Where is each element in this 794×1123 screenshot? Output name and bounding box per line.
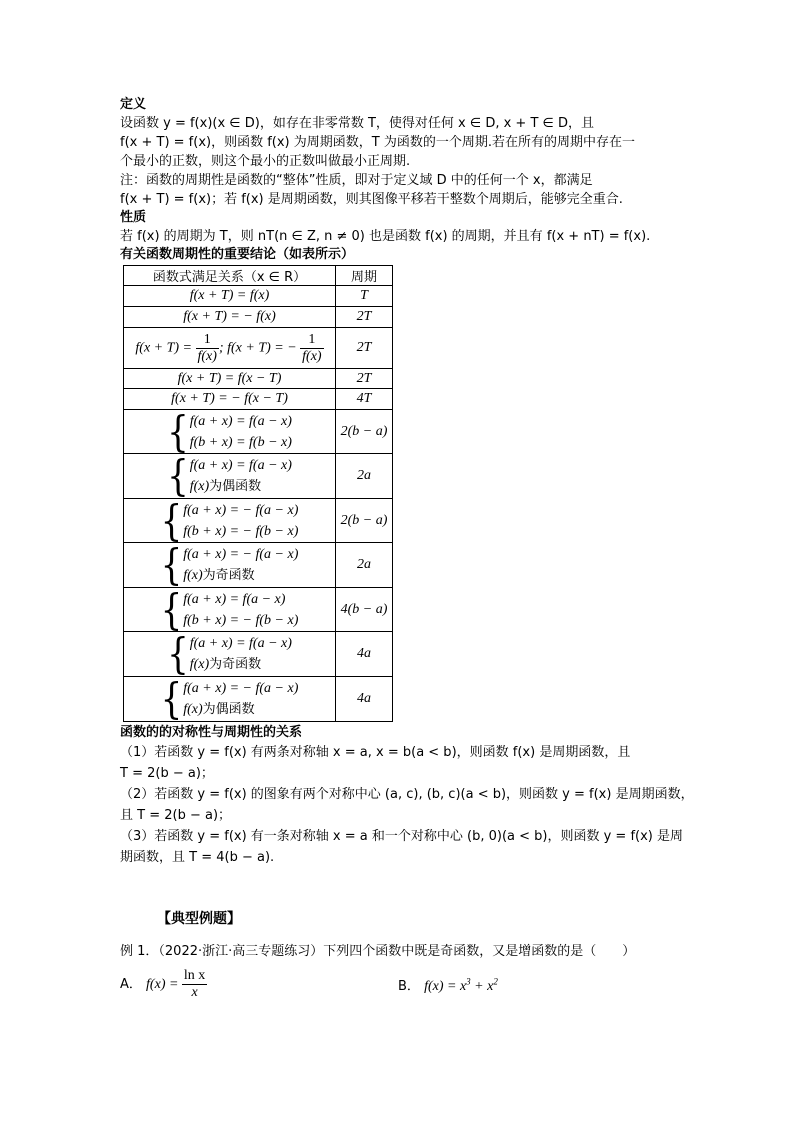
system-line-1: f(a + x) = f(a − x) [183,591,286,607]
system-line-1: f(a + x) = f(a − x) [189,458,292,473]
left-brace: { [167,451,189,501]
table-heading: 有关函数周期性的重要结论（如表所示） [120,247,355,262]
option-a-numerator: ln x [183,968,206,983]
system-line-1: f(a + x) = − f(a − x) [183,502,299,518]
relation-cell [124,406,336,457]
header-relation: 函数式满足关系（x ∈ R） [124,266,336,286]
header-period: 周期 [336,266,393,286]
option-a-lhs: f(x) = [146,977,182,992]
period-cell: 2a [336,454,393,499]
period-cell: 2(b − a) [336,410,393,454]
definition-line-3: 个最小的正数，则这个最小的正数叫做最小正周期. [120,154,411,169]
table-row [124,369,393,389]
symmetry-heading: 函数的的对称性与周期性的关系 [120,725,303,740]
left-brace: { [167,629,189,679]
left-brace: { [167,406,189,457]
fraction [300,332,323,365]
example-question: 例 1．（2022·浙江·高三专题练习）下列四个函数中既是奇函数，又是增函数的是（ ） [120,944,636,959]
relation-cell: f(x + T) = f(x − T) [124,369,336,389]
equation-system [167,629,292,679]
relation-cell [124,328,336,369]
option-b [398,975,498,995]
equation-system [167,406,292,457]
option-b-expression: $f(x) = x^3 + x^2$ [424,976,498,994]
fraction [196,332,219,365]
relation-cell [124,629,336,679]
period-cell: 2T [336,369,393,389]
option-a-label: A． [120,977,142,992]
system-line-2: f(x)为奇函数 [183,568,255,583]
relation-cell: f(x + T) = − f(x − T) [124,389,336,410]
equation-system [160,540,299,590]
symmetry-line-4: 且 T = 2(b − a)； [120,808,232,823]
equation-system [160,584,299,635]
period-cell: 2T [336,328,393,369]
period-cell: T [336,286,393,307]
symmetry-line-1: （1）若函数 y = f(x) 有两条对称轴 x = a, x = b(a < b)，则函数 f(x) 是周期函数，且 [120,745,631,760]
left-brace: { [160,540,183,590]
left-brace: { [160,495,183,546]
period-cell: 4T [336,389,393,410]
system-line-2: f(x)为偶函数 [183,702,255,717]
table-row [124,410,393,454]
relation-cell: f(x + T) = − f(x) [124,307,336,328]
fraction-denominator: f(x) [197,348,217,364]
left-brace: { [160,584,183,635]
note-line-1: 注：函数的周期性是函数的“整体”性质，即对于定义域 D 中的任何一个 x，都满足 [120,173,593,188]
relation-cell [124,674,336,724]
property-line: 若 f(x) 的周期为 T，则 nT(n ∈ Z, n ≠ 0) 也是函数 f(x) 的周期，并且有 f(x + nT) = f(x). [120,229,651,244]
option-a [120,968,207,1001]
system-line-2: f(x)为奇函数 [189,657,262,672]
table-row [124,454,393,499]
system-line-1: f(a + x) = f(a − x) [189,636,292,651]
relation-cell: f(x + T) = f(x) [124,286,336,307]
examples-title: 【典型例题】 [157,911,241,927]
fraction-numerator: 1 [300,332,323,349]
table-row [124,328,393,369]
content-area [120,96,694,868]
period-cell: 2T [336,307,393,328]
option-b-label: B． [398,979,420,994]
relation-part-a: f(x + T) = [135,340,196,356]
system-line-2: f(b + x) = − f(b − x) [183,612,299,628]
table-row [124,307,393,328]
equation-system [160,495,299,546]
symmetry-line-6: 期函数，且 T = 4(b − a). [120,850,275,865]
period-cell: 2(b − a) [336,499,393,543]
table-row [124,389,393,410]
system-line-2: f(b + x) = − f(b − x) [183,523,299,539]
left-brace: { [160,674,183,724]
relation-cell [124,451,336,501]
table-row [124,286,393,307]
option-a-fraction [182,968,207,1001]
system-line-1: f(a + x) = − f(a − x) [183,681,299,696]
option-a-denominator: x [191,985,198,1000]
definition-line-2: f(x + T) = f(x)，则函数 f(x) 为周期函数，T 为函数的一个周期.若在所有的周期中存在一 [120,135,635,150]
relation-cell [124,540,336,590]
fraction-denominator: f(x) [302,348,322,364]
system-line-2: f(b + x) = f(b − x) [189,434,292,450]
system-line-2: f(x)为偶函数 [189,479,262,494]
relation-part-b: ; f(x + T) = − [218,340,301,356]
definition-heading: 定义 [120,97,147,112]
system-line-1: f(a + x) = − f(a − x) [183,547,299,562]
relation-cell [124,495,336,546]
table-row [124,543,393,588]
fraction-numerator: 1 [196,332,219,349]
definition-line-1: 设函数 y = f(x)(x ∈ D)，如存在非零常数 T，使得对任何 x ∈ D, x + T ∈ D，且 [120,116,594,131]
period-cell: 2a [336,543,393,588]
property-heading: 性质 [120,210,147,225]
relation-cell [124,584,336,635]
equation-system [160,674,299,724]
symmetry-line-2: T = 2(b − a)； [120,766,214,781]
equation-system [167,451,292,501]
note-line-2: f(x + T) = f(x)；若 f(x) 是周期函数，则其图像平移若干整数个周期后，能够完全重合. [120,192,623,207]
periodicity-table [123,265,393,722]
period-cell: 4a [336,677,393,722]
period-cell: 4(b − a) [336,588,393,632]
table-row [124,499,393,543]
system-line-1: f(a + x) = f(a − x) [189,413,292,429]
table-header-row [124,266,393,286]
table-row [124,588,393,632]
table-row [124,632,393,677]
table-row [124,677,393,722]
period-cell: 4a [336,632,393,677]
symmetry-line-5: （3）若函数 y = f(x) 有一条对称轴 x = a 和一个对称中心 (b, 0)(a < b)，则函数 y = f(x) 是周 [120,829,683,844]
symmetry-line-3: （2）若函数 y = f(x) 的图象有两个对称中心 (a, c), (b, c)(a < b)，则函数 y = f(x) 是周期函数， [120,787,694,802]
